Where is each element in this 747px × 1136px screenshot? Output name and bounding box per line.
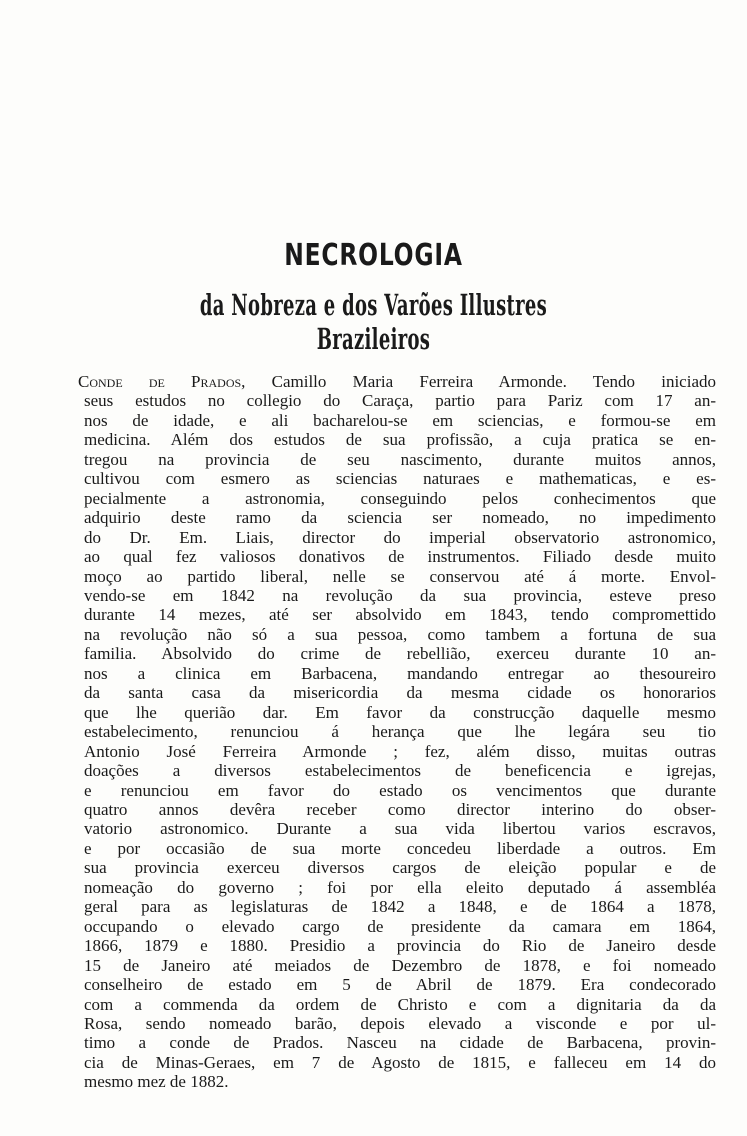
- page-subtitle: da Nobreza e dos Varões Illustres Brazileiros: [199, 288, 548, 356]
- entry-line: vatorio astronomico. Durante a sua vida libertou varios escravos,: [84, 819, 716, 839]
- entry-name: Conde de Prados,: [78, 372, 246, 391]
- entry-line: do Dr. Em. Liais, director do imperial observatorio astronomico,: [84, 527, 716, 547]
- necrology-entry: [78, 372, 716, 1092]
- entry-line: na revolução não só a sua pessoa, como tambem a fortuna de sua: [84, 624, 716, 644]
- entry-first-line: [78, 372, 716, 391]
- entry-line: adquirio deste ramo da sciencia ser nomeado, no impedimento: [84, 508, 716, 528]
- entry-line: doações a diversos estabelecimentos de beneficencia e igrejas,: [84, 761, 716, 781]
- entry-line: ao qual fez valiosos donativos de instrumentos. Filiado desde muito: [84, 547, 716, 567]
- entry-line: Antonio José Ferreira Armonde ; fez, além disso, muitas outras: [84, 741, 716, 761]
- entry-line: e por occasião de sua morte concedeu liberdade a outros. Em: [84, 838, 716, 858]
- entry-line: Rosa, sendo nomeado barão, depois elevado a visconde e por ul-: [84, 1013, 716, 1033]
- entry-line: sua provincia exerceu diversos cargos de eleição popular e de: [84, 858, 716, 878]
- entry-line: 1866, 1879 e 1880. Presidio a provincia do Rio de Janeiro desde: [84, 936, 716, 956]
- entry-line: nomeação do governo ; foi por ella eleito deputado á assembléa: [84, 877, 716, 897]
- entry-line: com a commenda da ordem de Christo e com a dignitaria da da: [84, 994, 716, 1014]
- entry-line: seus estudos no collegio do Caraça, partio para Pariz com 17 an-: [84, 391, 716, 411]
- entry-line: da santa casa da misericordia da mesma cidade os honorarios: [84, 683, 716, 703]
- entry-line: vendo-se em 1842 na revolução da sua provincia, esteve preso: [84, 585, 716, 605]
- entry-line: pecialmente a astronomia, conseguindo pelos conhecimentos que: [84, 488, 716, 508]
- entry-line: moço ao partido liberal, nelle se conservou até á morte. Envol-: [84, 566, 716, 586]
- entry-line: timo a conde de Prados. Nasceu na cidade de Barbacena, provin-: [84, 1033, 716, 1053]
- entry-line: estabelecimento, renunciou á herança que lhe legára seu tio: [84, 722, 716, 742]
- entry-line: familia. Absolvido do crime de rebellião, exerceu durante 10 an-: [84, 644, 716, 664]
- entry-line: quatro annos devêra receber como director interino do obser-: [84, 799, 716, 819]
- entry-line: nos a clinica em Barbacena, mandando entregar ao thesoureiro: [84, 663, 716, 683]
- entry-line: cultivou com esmero as sciencias naturaes e mathematicas, e es-: [84, 469, 716, 489]
- entry-line: durante 14 mezes, até ser absolvido em 1843, tendo compromettido: [84, 605, 716, 625]
- entry-line: e renunciou em favor do estado os vencimentos que durante: [84, 780, 716, 800]
- entry-line: occupando o elevado cargo de presidente da camara em 1864,: [84, 916, 716, 936]
- entry-line: conselheiro de estado em 5 de Abril de 1879. Era condecorado: [84, 975, 716, 995]
- entry-line: que lhe querião dar. Em favor da construcção daquelle mesmo: [84, 702, 716, 722]
- entry-line: 15 de Janeiro até meiados de Dezembro de 1878, e foi nomeado: [84, 955, 716, 975]
- entry-line: mesmo mez de 1882.: [84, 1072, 229, 1092]
- entry-line: tregou na provincia de seu nascimento, durante muitos annos,: [84, 449, 716, 469]
- entry-line: cia de Minas-Geraes, em 7 de Agosto de 1815, e falleceu em 14 do: [84, 1052, 716, 1072]
- page-title: NECROLOGIA: [284, 238, 463, 273]
- entry-line: geral para as legislaturas de 1842 a 1848, e de 1864 a 1878,: [84, 897, 716, 917]
- entry-line: Camillo Maria Ferreira Armonde. Tendo iniciado: [245, 372, 716, 391]
- entry-line: nos de idade, e ali bacharelou-se em sciencias, e formou-se em: [84, 410, 716, 430]
- entry-line: medicina. Além dos estudos de sua profissão, a cuja pratica se en-: [84, 430, 716, 450]
